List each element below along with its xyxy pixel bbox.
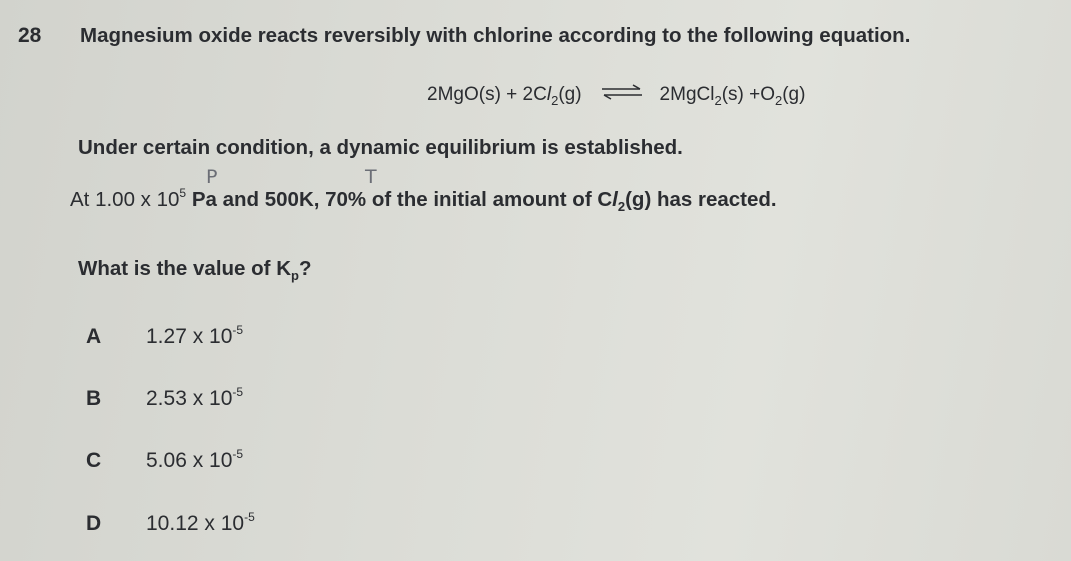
data-line: At 1.00 x $10^5$ Pa and 500K, 70% of the initial amount of $Cl_2(g)$ has reacted. bbox=[70, 186, 777, 215]
option-b-letter[interactable]: B bbox=[86, 387, 102, 410]
handwritten-pressure-mark: P bbox=[206, 166, 218, 188]
option-b-value[interactable]: 2.53 x $10^{-5}$ bbox=[146, 385, 244, 410]
equilibrium-arrow-icon bbox=[600, 84, 644, 100]
option-c-value[interactable]: 5.06 x $10^{-5}$ bbox=[146, 447, 244, 472]
question-intro: Magnesium oxide reacts reversibly with chlorine according to the following equation. bbox=[80, 24, 911, 47]
condition-text: Under certain condition, a dynamic equilibrium is established. bbox=[78, 136, 683, 159]
pressure-value: 1.00 x $10^5$ bbox=[95, 186, 187, 211]
option-d-value[interactable]: 10.12 x $10^{-5}$ bbox=[146, 510, 255, 535]
option-a-value[interactable]: 1.27 x $10^{-5}$ bbox=[146, 323, 244, 348]
chemical-equation bbox=[427, 84, 805, 106]
option-d-letter[interactable]: D bbox=[86, 512, 102, 535]
equation-rhs: 2MgCl$_2$(s) $+O_2(g)$ bbox=[659, 84, 806, 108]
chlorine-species: $Cl_2$ bbox=[597, 188, 626, 215]
question-number: 28 bbox=[18, 24, 42, 47]
handwritten-temperature-mark: T bbox=[365, 166, 377, 188]
option-a-letter[interactable]: A bbox=[86, 325, 102, 348]
question-ask: What is the value of $K_p$? bbox=[78, 257, 312, 284]
equation-lhs: $2MgO(s) + 2Cl_2(g)$ bbox=[427, 84, 582, 108]
option-c-letter[interactable]: C bbox=[86, 449, 102, 472]
